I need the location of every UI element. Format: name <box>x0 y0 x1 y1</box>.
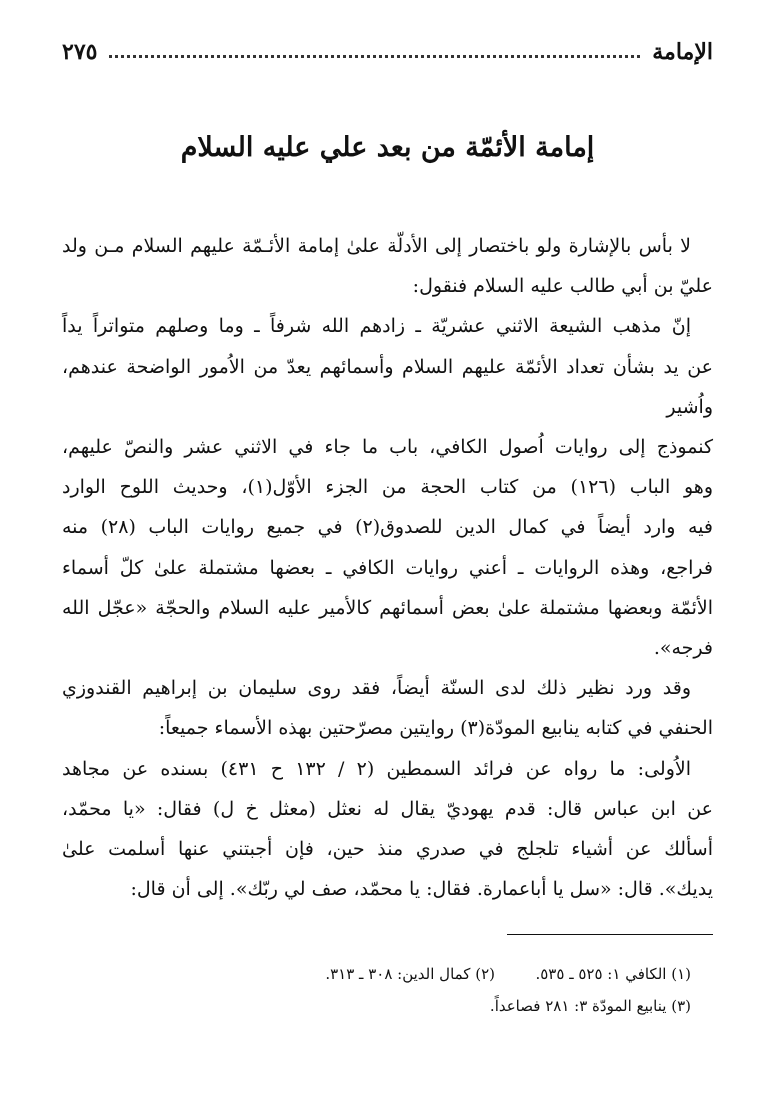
text-line: الحنفي في كتابه ينابيع المودّة(٣) روايتين مصرّحتين بهذه الأسماء جميعاً: <box>158 717 713 740</box>
text-line: أسألك عن أشياء تلجلج في صدري منذ حين، فإن أجبتني عنها أسلمت علىٰ <box>62 838 713 861</box>
text-line: إنّ مذهب الشيعة الاثني عشريّة ـ زادهم الله شرفاً ـ وما وصلهم متواتراً يداً <box>62 315 691 338</box>
footnote-separator <box>507 934 713 935</box>
footnote-3: (٣) ينابيع المودّة ٣: ٢٨١ فصاعداً. <box>489 997 691 1015</box>
running-header <box>62 34 713 70</box>
text-line: فراجع، وهذه الروايات ـ أعني روايات الكافي ـ بعضها مشتملة علىٰ كلّ أسماء <box>62 556 713 579</box>
text-line: وقد ورد نظير ذلك لدى السنّة أيضاً، فقد روى سليمان بن إبراهيم القندوزي <box>62 677 691 700</box>
text-line: وهو الباب (١٢٦) من كتاب الحجة من الجزء الأوّل(١)، وحديث اللوح الوارد <box>62 476 713 499</box>
text-line: الاُولى: ما رواه عن فرائد السمطين (٢ / ١٣٢ ح ٤٣١) بسنده عن مجاهد <box>62 757 691 780</box>
dot-leader <box>109 55 640 58</box>
paragraph <box>62 749 713 910</box>
text-line: لا بأس بالإشارة ولو باختصار إلى الأدلّة علىٰ إمامة الأئـمّة عليهم السلام مـن ولد <box>62 235 691 257</box>
footnote-1: (١) الكافي ١: ٥٢٥ ـ ٥٣٥. <box>535 965 691 983</box>
text-line: فيه وارد أيضاً في كمال الدين للصدوق(٢) في جميع روايات الباب (٢٨) منه <box>62 516 713 539</box>
body-text <box>62 226 713 909</box>
footnote-2: (٢) كمال الدين: ٣٠٨ ـ ٣١٣. <box>325 965 495 983</box>
text-line: عن يد بشأن تعداد الأئمّة عليهم السلام وأسمائهم يعدّ من الاُمور الواضحة عندهم، واُشير <box>62 355 713 418</box>
paragraph <box>62 668 713 748</box>
text-line: الأئمّة وبعضها مشتملة علىٰ بعض أسمائهم كالأمير عليه السلام والحجّة «عجّل الله فرجه». <box>62 596 713 660</box>
footnotes <box>62 958 691 1022</box>
chapter-title: إمامة الأئمّة من بعد علي عليه السلام <box>180 132 595 163</box>
footnote-row <box>62 990 691 1022</box>
paragraph <box>62 306 713 668</box>
page-number: ٢٧٥ <box>62 39 98 65</box>
running-section-title: الإمامة <box>652 39 713 65</box>
footnote-row <box>62 958 691 990</box>
text-line: يديك». قال: «سل يا أباعمارة. فقال: يا محمّد، صف لي ربّك». إلى أن قال: <box>130 878 713 901</box>
text-line: عليّ بن أبي طالب عليه السلام فنقول: <box>412 275 713 298</box>
text-line: عن ابن عباس قال: قدم يهوديّ يقال له نعثل (معثل خ ل) فقال: «يا محمّد، <box>62 797 713 820</box>
text-line: كنموذج إلى روايات اُصول الكافي، باب ما جاء في الاثني عشر والنصّ عليهم، <box>62 436 713 459</box>
paragraph <box>62 226 713 306</box>
